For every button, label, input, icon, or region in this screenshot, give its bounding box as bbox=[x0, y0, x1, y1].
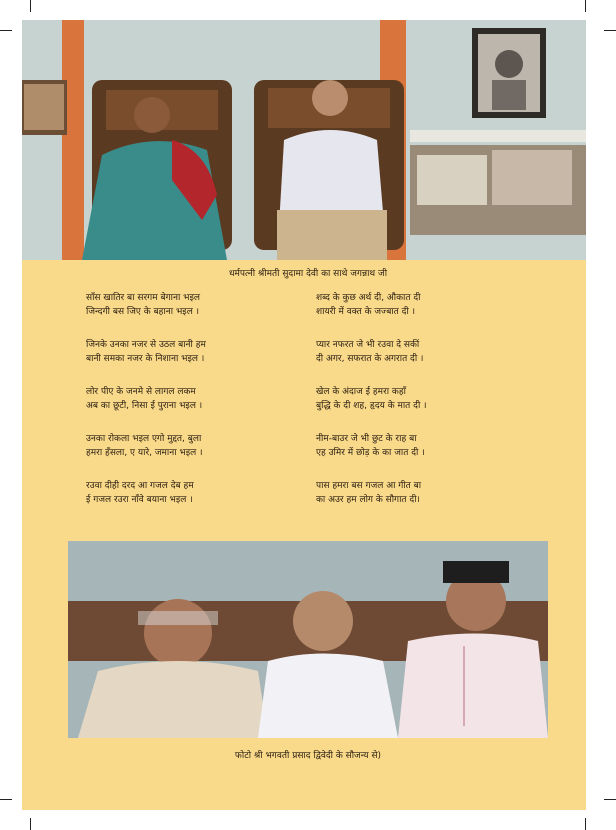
stanza bbox=[86, 433, 206, 460]
crop-mark bbox=[30, 818, 31, 830]
poem-line: शायरी में वक्त के जज्बात दी । bbox=[316, 306, 416, 317]
poem-right-column bbox=[316, 292, 427, 527]
stanza bbox=[316, 480, 427, 507]
poem-line: प्यार नफरत जे भी रउवा दे सकीं bbox=[316, 340, 420, 350]
poem-line: बानी समका नजर के निशाना भइल । bbox=[86, 353, 205, 364]
poem-line: दी अगर, सफरात के अगरात दी । bbox=[316, 353, 424, 364]
stanza bbox=[86, 386, 206, 413]
crop-mark bbox=[0, 30, 12, 31]
stanza bbox=[86, 339, 206, 366]
group-photo bbox=[68, 541, 548, 738]
crop-mark bbox=[604, 30, 616, 31]
poem-line: ई गजल रउरा नाँवे बयाना भइल । bbox=[86, 494, 193, 505]
crop-mark bbox=[585, 0, 586, 12]
poem-line: रउवा दीही दरद आ गजल देब हम bbox=[86, 481, 194, 491]
poem-line: बुद्धि के दी शह, हृदय के मात दी । bbox=[316, 400, 427, 411]
poem-line: शब्द के कुछ अर्थ दी, औकात दी bbox=[316, 293, 421, 303]
stanza bbox=[316, 292, 427, 319]
poem-line: हमरा हँसला, ए यारे, जमाना भइल । bbox=[86, 447, 203, 458]
stanza bbox=[316, 386, 427, 413]
poem-line: नीम-बाउर जे भी छुट के राह बा bbox=[316, 434, 417, 444]
poem-line: एह उमिर में छोड़ के का जात दी । bbox=[316, 447, 425, 458]
poem-line: जिन्दगी बस जिए के बहाना भइल । bbox=[86, 306, 200, 317]
stanza bbox=[316, 339, 427, 366]
poem-line: साँस खातिर बा सरगम बेगाना भइल bbox=[86, 293, 201, 303]
stanza bbox=[316, 433, 427, 460]
poem-line: पास हमरा बस गजल आ गीत बा bbox=[316, 481, 422, 491]
poem-left-column bbox=[86, 292, 206, 527]
poem-line: खेल के अंदाज ई हमरा कहाँ bbox=[316, 387, 406, 397]
poem-line: अब का छूटी, निसा ई पुराना भइल । bbox=[86, 400, 203, 411]
poem-line: का अउर हम लोग के सौगात दी। bbox=[316, 494, 420, 505]
crop-mark bbox=[604, 799, 616, 800]
crop-mark bbox=[585, 818, 586, 830]
stanza bbox=[86, 480, 206, 507]
crop-mark bbox=[30, 0, 31, 12]
crop-mark bbox=[0, 799, 12, 800]
stanza bbox=[86, 292, 206, 319]
bottom-photo-caption: फोटो श्री भगवती प्रसाद द्विवेदी के सौजन्य से) bbox=[234, 751, 382, 761]
couple-photo bbox=[22, 20, 586, 260]
poem-line: जिनके उनका नजर से उठल बानी हम bbox=[86, 340, 206, 350]
top-photo-caption: धर्मपत्नी श्रीमती सुदामा देवी का साथे जगन्नाथ जी bbox=[228, 269, 388, 279]
poem-line: उनका रोकला भइल एगो मुद्दत, बुला bbox=[86, 434, 202, 444]
poem-line: लोर पीए के जनमे से लागल लकम bbox=[86, 387, 196, 397]
